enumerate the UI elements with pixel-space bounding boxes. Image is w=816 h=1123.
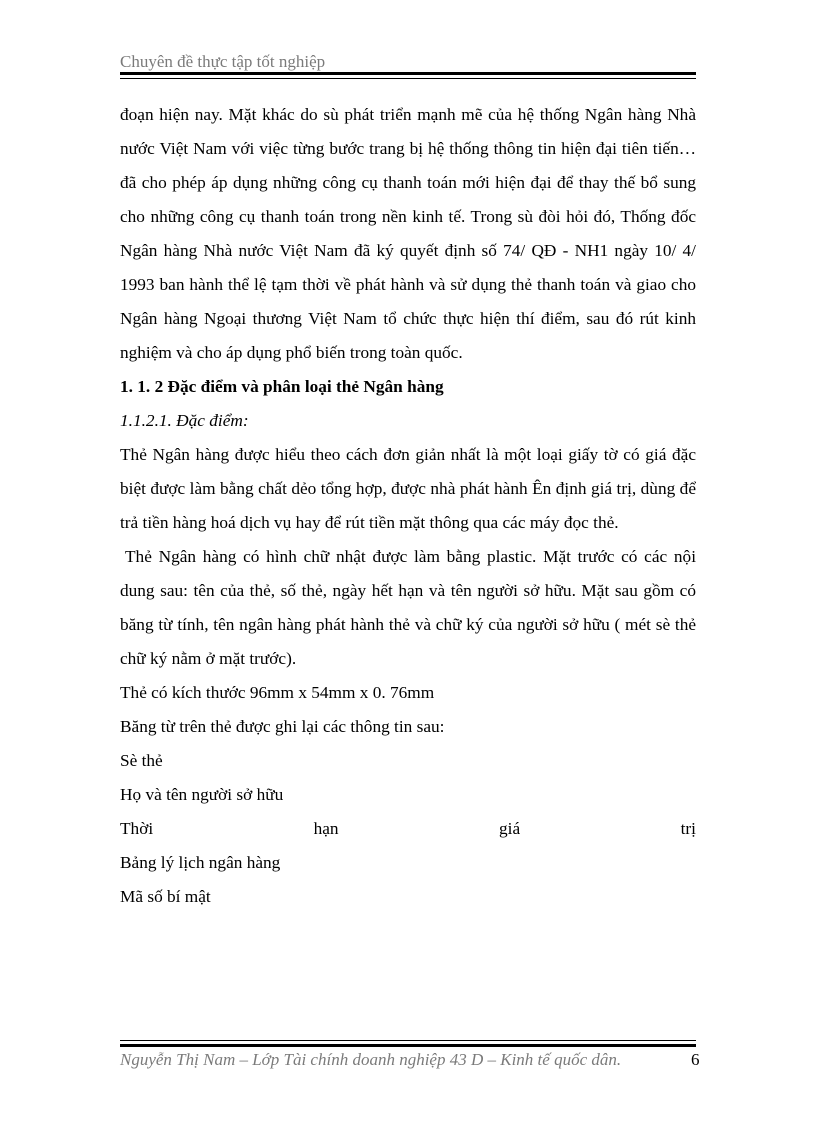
stripe-intro: Băng từ trên thẻ được ghi lại các thông tin sau: — [120, 717, 445, 736]
footer-text: Nguyễn Thị Nam – Lớp Tài chính doanh nghiệp 43 D – Kinh tế quốc dân. — [120, 1050, 622, 1069]
page-number: 6 — [691, 1050, 700, 1069]
stripe-item-pin: Mã số bí mật — [120, 887, 211, 906]
footer-rule — [120, 1040, 696, 1047]
document-body — [120, 98, 696, 914]
stripe-item-bank-profile: Bảng lý lịch ngân hàng — [120, 853, 281, 872]
validity-word: hạn — [313, 819, 339, 838]
header-title: Chuyên đề thực tập tốt nghiệp — [120, 52, 326, 71]
validity-word: trị — [680, 819, 696, 838]
subsection-heading: 1.1.2.1. Đặc điểm: — [120, 411, 249, 430]
header-rule — [120, 72, 696, 79]
description-paragraph: Thẻ Ngân hàng có hình chữ nhật được làm bằng plastic. Mặt trước có các nội dung sau: tên của thẻ, số thẻ, ngày hết hạn và tên người sở hữu. Mặt sau gồm có băng từ tính, tên ngân hàng phát hành thẻ và chữ ký của người sở hữu ( mét sè thẻ chữ ký nằm ở mặt trước). — [120, 547, 696, 668]
validity-word: Thời — [120, 819, 154, 838]
stripe-item-validity — [120, 812, 696, 846]
intro-paragraph: đoạn hiện nay. Mặt khác do sù phát triển mạnh mẽ của hệ thống Ngân hàng Nhà nước Việt Nam với việc từng bước trang bị hệ thống thông tin hiện đại tiên tiến… đã cho phép áp dụng những công cụ thanh toán mới hiện đại để thay thế bổ sung cho những công cụ thanh toán trong nền kinh tế. Trong sù đòi hỏi đó, Thống đốc Ngân hàng Nhà nước Việt Nam đã ký quyết định số 74/ QĐ - NH1 ngày 10/ 4/ 1993 ban hành thể lệ tạm thời về phát hành và sử dụng thẻ thanh toán và giao cho Ngân hàng Ngoại thương Việt Nam tổ chức thực hiện thí điểm, sau đó rút kinh nghiệm và cho áp dụng phổ biến trong toàn quốc. — [120, 105, 696, 362]
stripe-item-owner-name: Họ và tên người sở hữu — [120, 785, 284, 804]
stripe-item-card-number: Sè thẻ — [120, 751, 163, 770]
size-line: Thẻ có kích thước 96mm x 54mm x 0. 76mm — [120, 683, 435, 702]
section-heading: 1. 1. 2 Đặc điểm và phân loại thẻ Ngân hàng — [120, 377, 444, 396]
definition-paragraph: Thẻ Ngân hàng được hiểu theo cách đơn giản nhất là một loại giấy tờ có giá đặc biệt được làm bằng chất dẻo tổng hợp, được nhà phát hành Ên định giá trị, dùng để trả tiền hàng hoá dịch vụ hay để rút tiền mặt thông qua các máy đọc thẻ. — [120, 445, 696, 532]
validity-word: giá — [499, 819, 521, 838]
